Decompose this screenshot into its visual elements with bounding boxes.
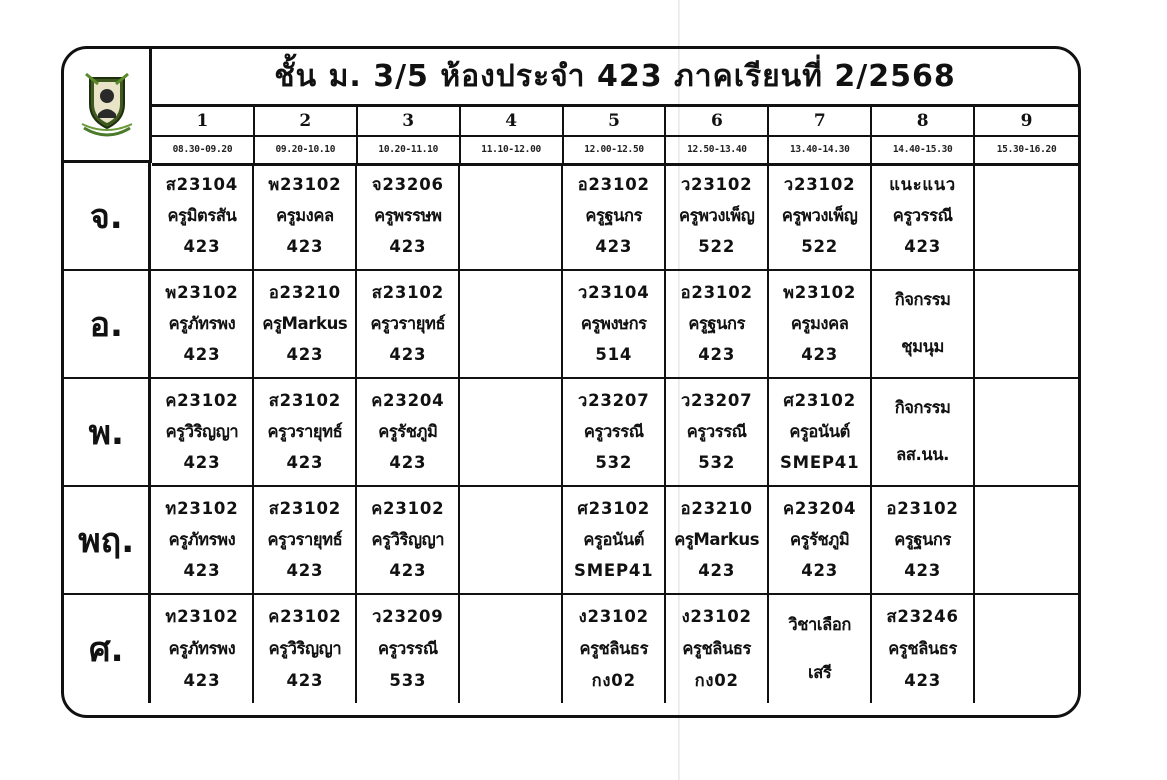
slot-teacher: ครูวิริญญา xyxy=(371,529,445,549)
empty-slot xyxy=(975,163,1078,269)
period-number: 5 xyxy=(564,107,667,135)
period-number: 4 xyxy=(461,107,564,135)
day-label: จ. xyxy=(64,163,151,269)
slot-room: 423 xyxy=(183,237,221,257)
class-slot xyxy=(666,163,769,269)
period-number-row xyxy=(152,107,1078,137)
slot-teacher: ครูฐนกร xyxy=(585,205,643,225)
slot-teacher: ครูวรายุทธ์ xyxy=(267,421,343,441)
slot-room: 423 xyxy=(904,670,942,690)
class-slot xyxy=(254,163,357,269)
slot-code: ว23207 xyxy=(578,390,650,410)
slot-code: จ23206 xyxy=(371,174,444,194)
empty-slot xyxy=(460,163,563,269)
class-slot xyxy=(151,163,254,269)
class-slot xyxy=(151,487,254,593)
school-emblem-icon xyxy=(76,70,138,140)
class-slot xyxy=(872,487,975,593)
slot-code: อ23102 xyxy=(680,282,753,302)
slot-code: ง23102 xyxy=(681,606,752,626)
slot-room: 522 xyxy=(698,237,736,257)
empty-slot xyxy=(460,595,563,703)
class-slot xyxy=(254,595,357,703)
slot-room: 423 xyxy=(183,561,221,581)
school-logo-cell xyxy=(64,49,152,163)
slot-code: พ23102 xyxy=(165,282,239,302)
day-row xyxy=(64,271,1078,379)
class-slot xyxy=(563,487,666,593)
slot-code: ท23102 xyxy=(165,606,239,626)
slot-teacher: ครูวรรณี xyxy=(892,205,953,225)
slot-code: ค23204 xyxy=(783,498,857,518)
period-time: 10.20-11.10 xyxy=(358,135,461,163)
period-time: 14.40-15.30 xyxy=(872,135,975,163)
period-number: 7 xyxy=(769,107,872,135)
slot-text: กิจกรรม xyxy=(894,398,951,418)
slot-teacher: ครูวรรณี xyxy=(686,421,747,441)
slot-code: ส23246 xyxy=(886,606,959,626)
class-slot xyxy=(666,271,769,377)
empty-slot xyxy=(460,379,563,485)
class-slot xyxy=(357,379,460,485)
slot-code: ค23204 xyxy=(371,390,445,410)
slot-room: 423 xyxy=(904,237,942,257)
slot-code: ว23104 xyxy=(578,282,650,302)
timetable-body xyxy=(64,163,1078,715)
period-time: 13.40-14.30 xyxy=(769,135,872,163)
class-slot xyxy=(769,379,872,485)
class-slot xyxy=(563,271,666,377)
period-number: 9 xyxy=(1020,111,1033,131)
slot-room: 423 xyxy=(286,670,324,690)
class-slot xyxy=(666,595,769,703)
slot-code: ค23102 xyxy=(165,390,239,410)
slot-code: ง23102 xyxy=(578,606,649,626)
day-row xyxy=(64,379,1078,487)
slot-teacher: ครูMarkus xyxy=(674,529,760,549)
slot-room: 423 xyxy=(183,670,221,690)
day-label: พ. xyxy=(64,379,151,485)
slot-teacher: ครูพงษกร xyxy=(580,313,647,333)
day-label: อ. xyxy=(64,271,151,377)
period-number: 3 xyxy=(358,107,461,135)
class-slot xyxy=(666,379,769,485)
slot-room: 423 xyxy=(286,345,324,365)
class-slot xyxy=(563,379,666,485)
period-time: 12.50-13.40 xyxy=(666,135,769,163)
slot-teacher: ครูมงคล xyxy=(790,313,849,333)
class-slot xyxy=(357,271,460,377)
slot-room: SMEP41 xyxy=(574,561,654,581)
slot-teacher: ครูมงคล xyxy=(276,205,334,225)
slot-code: ส23102 xyxy=(371,282,444,302)
slot-code: ท23102 xyxy=(165,498,239,518)
class-slot xyxy=(151,595,254,703)
slot-teacher: ครูรัชภูมิ xyxy=(378,421,438,441)
slot-teacher: ครูอนันต์ xyxy=(583,529,645,549)
slot-room: 423 xyxy=(801,345,839,365)
slot-text: วิชาเลือก xyxy=(788,614,851,634)
slot-teacher: ครูชลินธร xyxy=(888,638,957,658)
period-time-row xyxy=(152,135,1078,166)
class-slot xyxy=(769,271,872,377)
class-slot xyxy=(666,487,769,593)
class-slot xyxy=(769,487,872,593)
slot-room: 423 xyxy=(389,453,427,473)
slot-room: 423 xyxy=(389,237,427,257)
class-slot xyxy=(151,379,254,485)
slot-code: ศ23102 xyxy=(783,390,856,410)
slot-room: 423 xyxy=(286,453,324,473)
class-slot xyxy=(769,595,872,703)
period-time: 15.30-16.20 xyxy=(996,143,1057,155)
slot-teacher: ครูวิริญญา xyxy=(165,421,239,441)
slot-code: พ23102 xyxy=(783,282,857,302)
class-slot xyxy=(563,595,666,703)
slot-teacher: ครูพวงเพ็ญ xyxy=(781,205,858,225)
slot-room: 522 xyxy=(801,237,839,257)
slot-room: 423 xyxy=(904,561,942,581)
class-slot xyxy=(357,487,460,593)
slot-room: 423 xyxy=(183,345,221,365)
class-slot xyxy=(563,163,666,269)
class-slot xyxy=(254,487,357,593)
slot-text: ลส.นน. xyxy=(896,445,950,465)
slot-teacher: ครูภัทรพง xyxy=(168,638,236,658)
slot-teacher: ครูมิตรสัน xyxy=(167,205,237,225)
class-slot xyxy=(254,271,357,377)
slot-code: ค23102 xyxy=(371,498,445,518)
empty-slot xyxy=(975,595,1078,703)
slot-room: 423 xyxy=(286,237,324,257)
slot-teacher: ครูภัทรพง xyxy=(168,529,236,549)
slot-code: ว23102 xyxy=(783,174,856,194)
slot-code: ส23102 xyxy=(268,390,342,410)
slot-teacher: ครูชลินธร xyxy=(682,638,752,658)
class-slot xyxy=(254,379,357,485)
slot-teacher: ครูอนันต์ xyxy=(789,421,850,441)
slot-room: 423 xyxy=(286,561,324,581)
slot-code: ส23104 xyxy=(165,174,239,194)
day-label: พฤ. xyxy=(64,487,151,593)
period-number: 6 xyxy=(666,107,769,135)
empty-slot xyxy=(975,379,1078,485)
day-row xyxy=(64,595,1078,703)
class-slot xyxy=(872,379,975,485)
slot-teacher: ครูพรรษพ xyxy=(374,205,442,225)
slot-room: 423 xyxy=(389,345,427,365)
slot-room: กง02 xyxy=(591,670,636,690)
period-time: 11.10-12.00 xyxy=(461,135,564,163)
slot-room: 514 xyxy=(595,345,633,365)
slot-teacher: ครูวรายุทธ์ xyxy=(370,313,446,333)
slot-room: 423 xyxy=(595,237,633,257)
slot-teacher: ครูพวงเพ็ญ xyxy=(678,205,755,225)
empty-slot xyxy=(460,271,563,377)
slot-room: กง02 xyxy=(694,670,739,690)
timetable-card xyxy=(61,46,1081,718)
slot-code: อ23102 xyxy=(886,498,959,518)
class-slot xyxy=(151,271,254,377)
slot-room: 533 xyxy=(389,670,427,690)
class-slot xyxy=(357,163,460,269)
slot-teacher: ครูฐนกร xyxy=(894,529,951,549)
slot-room: 423 xyxy=(698,345,736,365)
slot-code: ว23207 xyxy=(680,390,753,410)
period-time: 09.20-10.10 xyxy=(255,135,358,163)
period-time: 08.30-09.20 xyxy=(152,135,255,163)
slot-room: 532 xyxy=(595,453,633,473)
slot-code: ว23102 xyxy=(680,174,753,194)
empty-slot xyxy=(975,487,1078,593)
page-title: ชั้น ม. 3/5 ห้องประจำ 423 ภาคเรียนที่ 2/2568 xyxy=(152,49,1078,107)
class-slot xyxy=(357,595,460,703)
slot-teacher: ครูวิริญญา xyxy=(268,638,342,658)
slot-code: อ23102 xyxy=(577,174,650,194)
slot-text: ชุมนุม xyxy=(901,337,944,357)
period-number: 8 xyxy=(872,107,975,135)
slot-code: อ23210 xyxy=(268,282,341,302)
slot-teacher: ครูภัทรพง xyxy=(168,313,236,333)
slot-code: ศ23102 xyxy=(577,498,651,518)
empty-slot xyxy=(975,271,1078,377)
slot-code: ว23209 xyxy=(372,606,444,626)
class-slot xyxy=(872,271,975,377)
slot-code: อ23210 xyxy=(680,498,753,518)
slot-teacher: ครูฐนกร xyxy=(688,313,746,333)
day-row xyxy=(64,163,1078,271)
slot-text: กิจกรรม xyxy=(894,290,951,310)
empty-slot xyxy=(460,487,563,593)
slot-room: SMEP41 xyxy=(779,453,860,473)
slot-teacher: ครูMarkus xyxy=(262,313,348,333)
slot-teacher: ครูชลินธร xyxy=(579,638,649,658)
slot-teacher: ครูรัชภูมิ xyxy=(790,529,850,549)
slot-room: 423 xyxy=(389,561,427,581)
day-label: ศ. xyxy=(64,595,151,703)
slot-code: พ23102 xyxy=(268,174,342,194)
class-slot xyxy=(872,595,975,703)
slot-code: ค23102 xyxy=(268,606,342,626)
slot-room: 423 xyxy=(698,561,736,581)
slot-code: แนะแนว xyxy=(889,174,956,194)
class-slot xyxy=(872,163,975,269)
slot-teacher: ครูวรายุทธ์ xyxy=(267,529,343,549)
slot-text: เสรี xyxy=(807,662,832,682)
slot-room: 423 xyxy=(183,453,221,473)
period-number: 1 xyxy=(152,107,255,135)
period-time: 12.00-12.50 xyxy=(564,135,667,163)
slot-room: 423 xyxy=(801,561,839,581)
slot-room: 532 xyxy=(698,453,736,473)
slot-teacher: ครูวรรณี xyxy=(377,638,438,658)
slot-code: ส23102 xyxy=(268,498,342,518)
period-number: 2 xyxy=(255,107,358,135)
slot-teacher: ครูวรรณี xyxy=(583,421,644,441)
class-slot xyxy=(769,163,872,269)
day-row xyxy=(64,487,1078,595)
